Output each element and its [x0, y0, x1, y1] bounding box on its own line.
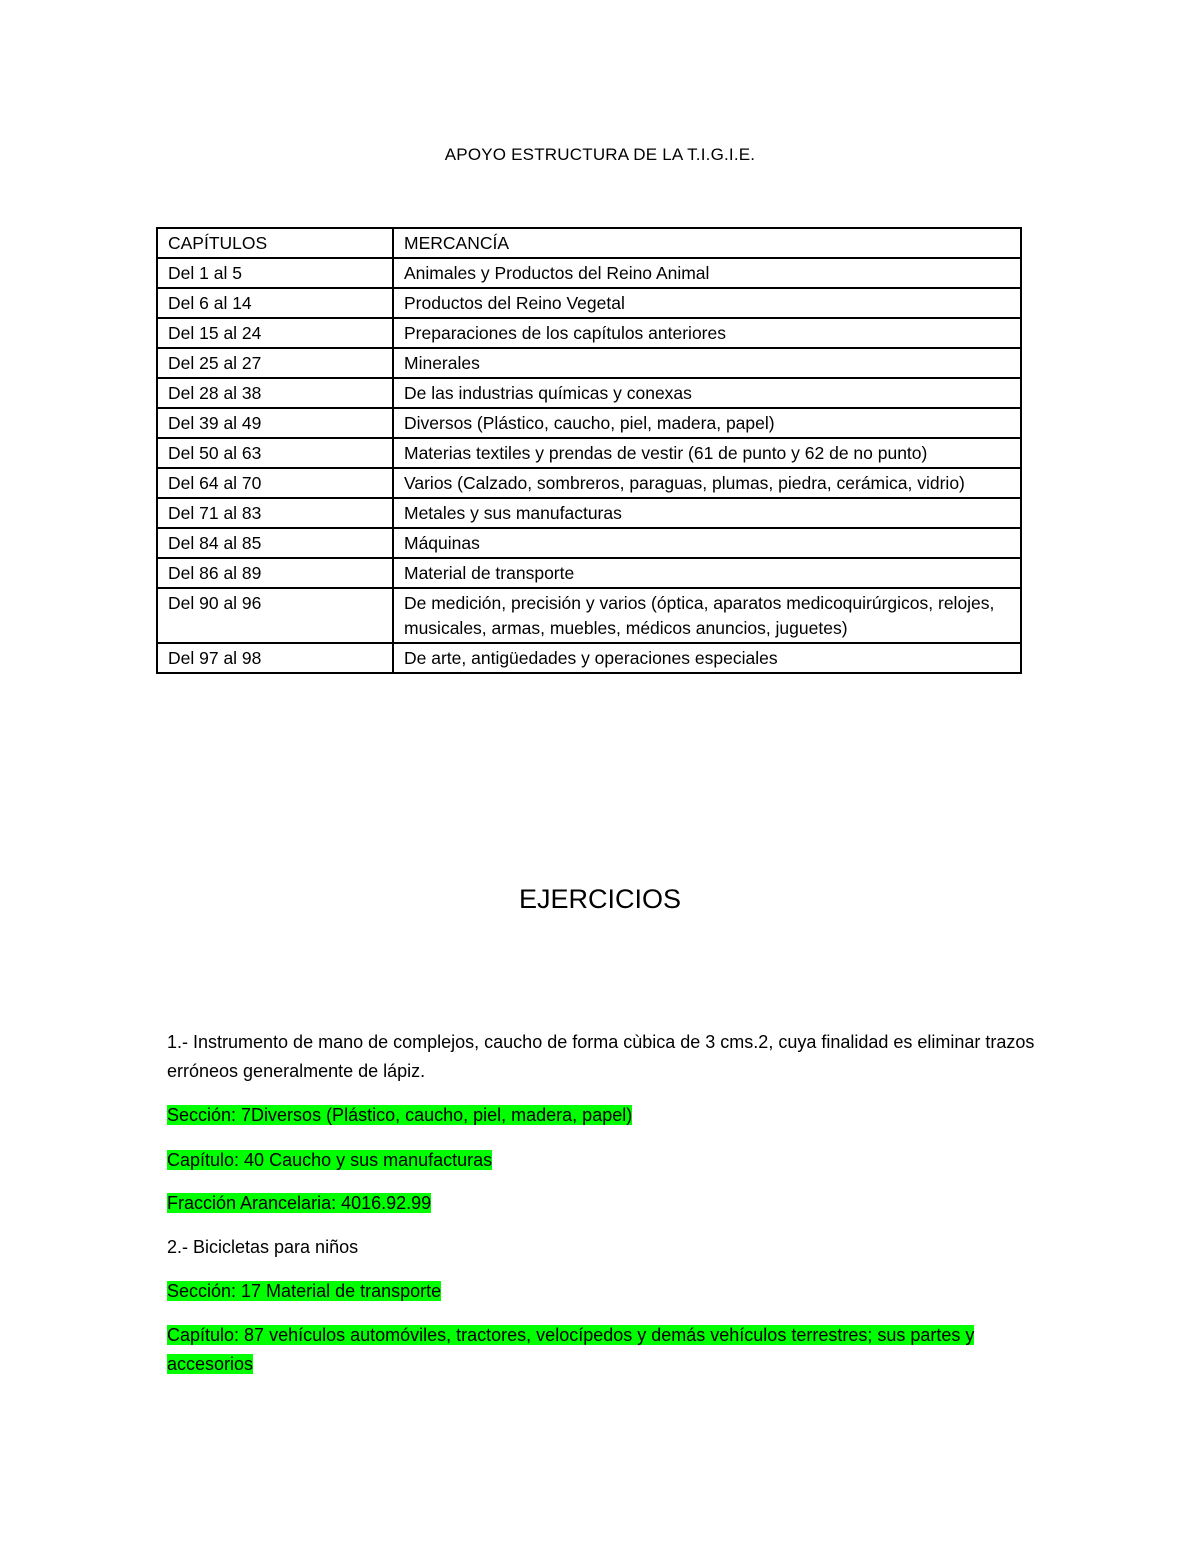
- cell-merchandise: Animales y Productos del Reino Animal: [393, 258, 1021, 288]
- exercise-1-question: [167, 1028, 1047, 1086]
- header-merchandise: MERCANCÍA: [393, 228, 1021, 258]
- table-row: [157, 438, 1021, 468]
- cell-chapters: Del 97 al 98: [157, 643, 393, 673]
- cell-chapters: Del 28 al 38: [157, 378, 393, 408]
- cell-chapters: Del 1 al 5: [157, 258, 393, 288]
- tigie-structure-table: [156, 227, 1022, 674]
- cell-chapters: Del 86 al 89: [157, 558, 393, 588]
- cell-chapters: Del 84 al 85: [157, 528, 393, 558]
- exercise-1-text: 1.- Instrumento de mano de complejos, caucho de forma cùbica de 3 cms.2, cuya finalidad es eliminar trazos erróneos generalmente de lápiz.: [167, 1032, 1035, 1081]
- exercise-1-fraction: Fracción Arancelaria: 4016.92.99: [167, 1193, 432, 1213]
- cell-chapters: Del 71 al 83: [157, 498, 393, 528]
- table-header-row: [157, 228, 1021, 258]
- cell-chapters: Del 50 al 63: [157, 438, 393, 468]
- exercise-2-chapter: Capítulo: 87 vehículos automóviles, tractores, velocípedos y demás vehículos terrestres; sus partes y accesorios: [167, 1325, 975, 1374]
- cell-chapters: Del 39 al 49: [157, 408, 393, 438]
- exercise-1-section: Sección: 7Diversos (Plástico, caucho, piel, madera, papel): [167, 1105, 633, 1125]
- table-row: [157, 288, 1021, 318]
- exercise-2-text: 2.- Bicicletas para niños: [167, 1237, 359, 1257]
- cell-merchandise: De medición, precisión y varios (óptica, aparatos medicoquirúrgicos, relojes, musicales, armas, muebles, médicos anuncios, juguetes): [393, 588, 1021, 643]
- table-row: [157, 258, 1021, 288]
- table-row: [157, 588, 1021, 643]
- table-row: [157, 528, 1021, 558]
- cell-chapters: Del 15 al 24: [157, 318, 393, 348]
- cell-chapters: Del 90 al 96: [157, 588, 393, 643]
- cell-chapters: Del 6 al 14: [157, 288, 393, 318]
- cell-chapters: Del 25 al 27: [157, 348, 393, 378]
- table-row: [157, 378, 1021, 408]
- table-row: [157, 643, 1021, 673]
- table-row: [157, 318, 1021, 348]
- exercise-1-section-line: [167, 1101, 1047, 1130]
- exercise-2-question: [167, 1233, 1047, 1262]
- cell-merchandise: Varios (Calzado, sombreros, paraguas, plumas, piedra, cerámica, vidrio): [393, 468, 1021, 498]
- header-chapters: CAPÍTULOS: [157, 228, 393, 258]
- exercise-2-section: Sección: 17 Material de transporte: [167, 1281, 442, 1301]
- exercise-2-chapter-line: [167, 1321, 1037, 1379]
- cell-merchandise: Preparaciones de los capítulos anteriores: [393, 318, 1021, 348]
- cell-merchandise: De las industrias químicas y conexas: [393, 378, 1021, 408]
- table-row: [157, 468, 1021, 498]
- table-row: [157, 408, 1021, 438]
- cell-merchandise: Metales y sus manufacturas: [393, 498, 1021, 528]
- exercise-1-chapter-line: [167, 1146, 1047, 1175]
- cell-merchandise: Diversos (Plástico, caucho, piel, madera, papel): [393, 408, 1021, 438]
- cell-merchandise: De arte, antigüedades y operaciones especiales: [393, 643, 1021, 673]
- exercise-1-fraction-line: [167, 1189, 1047, 1218]
- table-row: [157, 498, 1021, 528]
- cell-merchandise: Productos del Reino Vegetal: [393, 288, 1021, 318]
- table-body: [157, 228, 1021, 673]
- page-title: APOYO ESTRUCTURA DE LA T.I.G.I.E.: [444, 145, 756, 164]
- table-row: [157, 348, 1021, 378]
- cell-merchandise: Minerales: [393, 348, 1021, 378]
- cell-merchandise: Máquinas: [393, 528, 1021, 558]
- cell-chapters: Del 64 al 70: [157, 468, 393, 498]
- exercise-2-section-line: [167, 1277, 1047, 1306]
- table-row: [157, 558, 1021, 588]
- cell-merchandise: Material de transporte: [393, 558, 1021, 588]
- exercise-1-chapter: Capítulo: 40 Caucho y sus manufacturas: [167, 1150, 493, 1170]
- exercises-heading: EJERCICIOS: [518, 884, 682, 914]
- cell-merchandise: Materias textiles y prendas de vestir (61 de punto y 62 de no punto): [393, 438, 1021, 468]
